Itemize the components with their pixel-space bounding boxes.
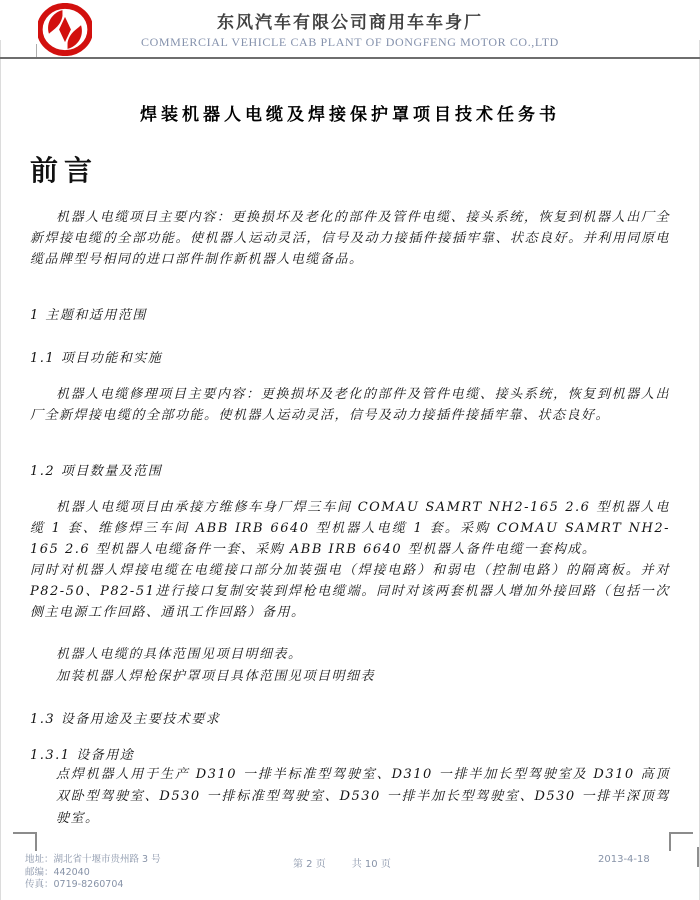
footer-page-total: 共 10 页 <box>351 859 391 870</box>
footer-fax: 传真：0719-8260704 <box>25 879 124 890</box>
header-boundary-tick <box>36 44 37 57</box>
section-heading-1-3: 1.3 设备用途及主要技术要求 <box>30 712 221 727</box>
document-title: 焊装机器人电缆及焊接保护罩项目技术任务书 <box>140 105 560 125</box>
section-1-2-paragraph-2: 同时对机器人焊接电缆在电缆接口部分加装强电（焊接电路）和弱电（控制电路）的隔离板。并对P82-50、P82-51进行接口复制安装到焊枪电缆端。同时对该两套机器人增加外接回路（包括一次侧主电源工作回路、通讯工作回路）备用。 <box>30 563 670 620</box>
footer-boundary-mark-left <box>13 832 37 851</box>
letterhead-text <box>0 8 700 50</box>
section-1-2-notes <box>30 644 670 688</box>
preface-paragraph: 机器人电缆项目主要内容：更换损坏及老化的部件及管件电缆、接头系统，恢复到机器人出厂全新焊接电缆的全部功能。使机器人运动灵活，信号及动力接插件接插牢靠、状态良好。并利用同原电缆品牌型号相同的进口部件制作新机器人电缆备品。 <box>30 210 670 267</box>
section-heading-1: 1 主题和适用范围 <box>30 308 147 323</box>
section-heading-1-3-1: 1.3.1 设备用途 <box>30 748 135 763</box>
section-heading-1-1: 1.1 项目功能和实施 <box>30 351 163 366</box>
section-heading-1-2: 1.2 项目数量及范围 <box>30 464 163 479</box>
company-name-en: COMMERCIAL VEHICLE CAB PLANT OF DONGFENG MOTOR CO.,LTD <box>141 35 559 49</box>
preface-heading: 前言 <box>30 154 99 187</box>
footer-address: 地址：湖北省十堰市贵州路 3 号 <box>25 854 161 865</box>
footer-postcode: 邮编：442040 <box>25 866 90 878</box>
note-guard-scope: 加装机器人焊枪保护罩项目具体范围见项目明细表 <box>56 669 376 684</box>
note-cable-scope: 机器人电缆的具体范围见项目明细表。 <box>56 647 303 662</box>
section-1-1-paragraph: 机器人电缆修理项目主要内容：更换损坏及老化的部件及管件电缆、接头系统，恢复到机器人出厂全新焊接电缆的全部功能。使机器人运动灵活，信号及动力接插件接插牢靠、状态良好。 <box>30 387 670 423</box>
footer-page-numbers <box>293 855 391 870</box>
page-right-edge-tick <box>697 847 699 867</box>
footer-date: 2013-4-18 <box>598 854 650 865</box>
section-1-2-paragraph-1: 机器人电缆项目由承接方维修车身厂焊三车间 COMAU SAMRT NH2-165 2.6 型机器人电缆 1 套、维修焊三车间 ABB IRB 6640 型机器人电缆 1 套。采购 COMAU SAMRT NH2-165 2.6 型机器人电缆备件一套、采购 ABB IRB 6640 型机器人备件电缆一套构成。 <box>30 500 670 557</box>
section-1-3-1-paragraph: 点焊机器人用于生产 D310 一排半标准型驾驶室、D310 一排半加长型驾驶室及 D310 高顶双卧型驾驶室、D530 一排标准型驾驶室、D530 一排半加长型驾驶室、D530 一排半深顶驾驶室。 <box>56 767 670 826</box>
footer-boundary-mark-right <box>669 832 693 851</box>
footer-page-current: 第 2 页 <box>293 859 326 870</box>
footer-contact-block <box>25 854 161 892</box>
document-body <box>0 58 700 830</box>
company-name-cn: 东风汽车有限公司商用车车身厂 <box>217 13 483 33</box>
company-letterhead <box>0 0 700 57</box>
